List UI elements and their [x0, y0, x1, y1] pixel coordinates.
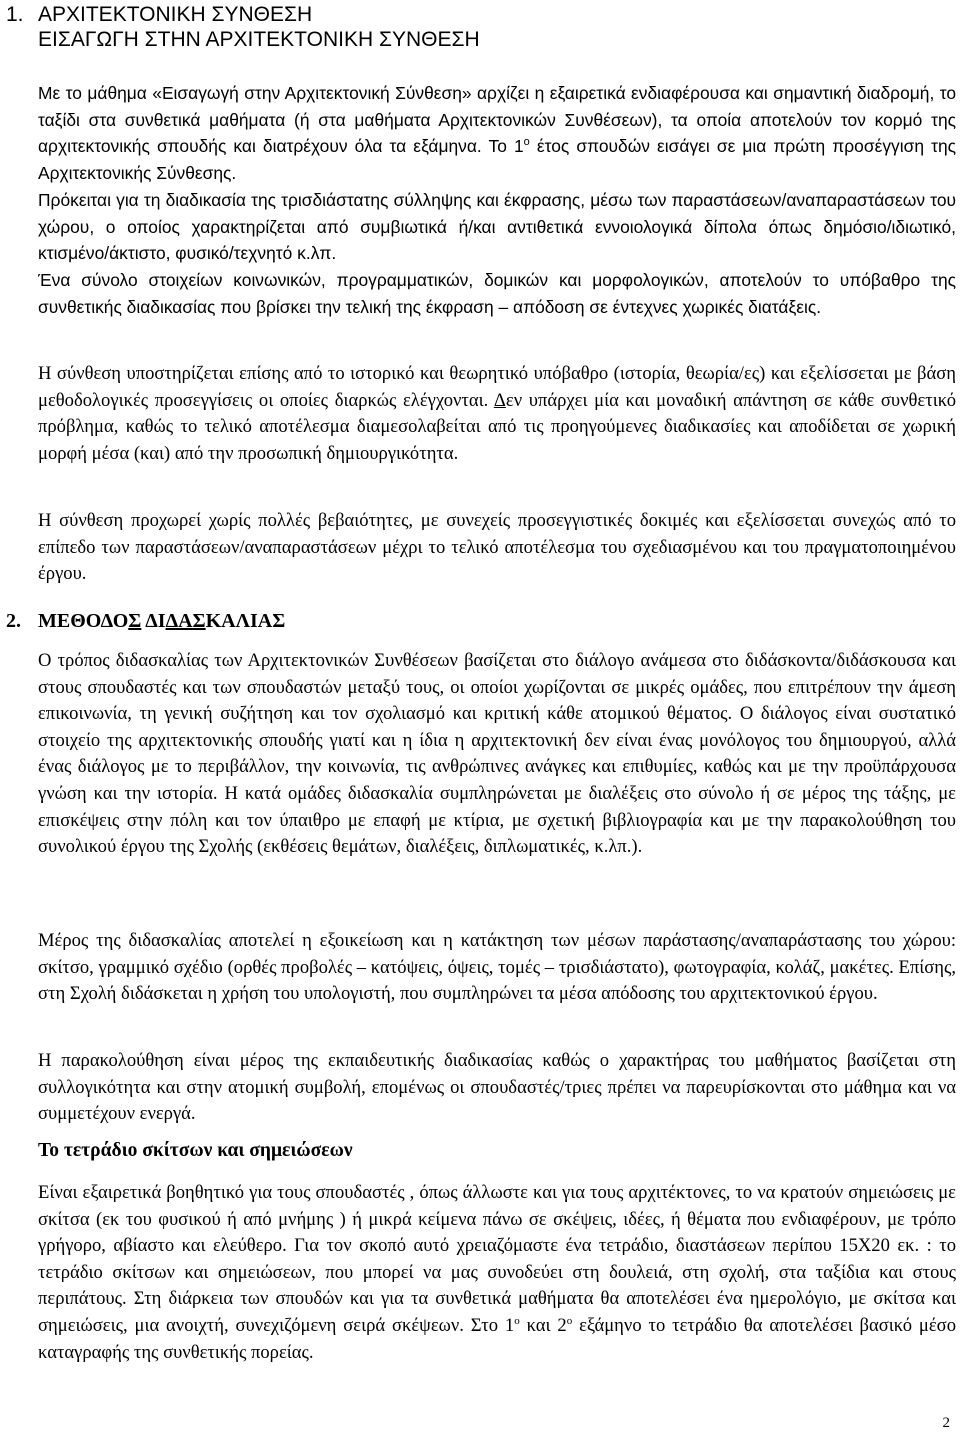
- section-1-subtitle: ΕΙΣΑΓΩΓΗ ΣΤΗΝ ΑΡΧΙΤΕΚΤΟΝΙΚΗ ΣΥΝΘΕΣΗ: [38, 28, 480, 51]
- underlined-letter: Δ: [493, 389, 506, 411]
- paragraph-text: εν υπάρχει μία και μοναδική απάντηση σε κάθε συνθετικό πρόβλημα, καθώς το τελικό αποτέλεσμα διαμεσολαβείται από τις προηγούμενες διαδικασίες και αποδίδεται σε χωρική μορφή μέσα (και) από την προσωπική δημιουργικότητα.: [38, 389, 956, 464]
- section-1-heading: [6, 2, 480, 52]
- sketchbook-heading: Το τετράδιο σκίτσων και σημειώσεων: [38, 1140, 353, 1161]
- section-2-paragraph-3: Η παρακολούθηση είναι μέρος της εκπαιδευτικής διαδικασίας καθώς ο χαρακτήρας του μαθήματος βασίζεται στη συλλογικότητα και στην ατομική συμβολή, επομένως οι σπουδαστές/τριες πρέπει να παρευρίσκονται στο μάθημα και να συμμετέχουν ενεργά.: [38, 1050, 956, 1125]
- section-1-paragraph-5: Η σύνθεση προχωρεί χωρίς πολλές βεβαιότητες, με συνεχείς προσεγγιστικές δοκιμές και εξελίσσεται συνεχώς από το επίπεδο των παραστάσεων/αναπαραστάσεων μέχρι το τελικό αποτέλεσμα του σχεδιασμένου και του πραγματοποιημένου έργου.: [38, 510, 956, 585]
- section-1-paragraph-2: Πρόκειται για τη διαδικασία της τρισδιάστατης σύλληψης και έκφρασης, μέσω των παραστάσεων/αναπαραστάσεων του χώρου, ο οποίος χαρακτηρίζεται από συμβιωτικά ή/και αντιθετικά εννοιολογικά δίπολα όπως δημόσιο/ιδιωτικό, κτισμένο/άκτιστο, φυσικό/τεχνητό κ.λπ.: [38, 190, 956, 264]
- ordinal-superscript: ο: [566, 1314, 573, 1327]
- sketchbook-paragraph: [38, 1180, 956, 1366]
- paragraph-text: Με το μάθημα «Εισαγωγή στην Αρχιτεκτονική Σύνθεση» αρχίζει η εξαιρετικά ενδιαφέρουσα και σημαντική διαδρομή, το ταξίδι στα συνθετικά μαθήματα (ή στα μαθήματα Αρχιτεκτονικών Συνθέσεων), τα οποία αποτελούν τον κορμό της αρχιτεκτονικής σπουδής και διατρέχουν όλα τα εξάμηνα. Το 1: [38, 83, 956, 157]
- section-2-heading: [6, 608, 285, 634]
- section-1-paragraph-3: Ένα σύνολο στοιχείων κοινωνικών, προγραμματικών, δομικών και μορφολογικών, αποτελούν το υπόβαθρο της συνθετικής διαδικασίας που βρίσκει την τελική της έκφραση – απόδοση σε έντεχνες χωρικές διατάξεις.: [38, 270, 956, 317]
- paragraph-text: έτος σπουδών εισάγει σε μια πρώτη προσέγγιση της Αρχιτεκτονικής Σύνθεσης.: [38, 136, 956, 183]
- section-1-number: 1.: [6, 3, 24, 26]
- section-2-paragraph-2: Μέρος της διδασκαλίας αποτελεί η εξοικείωση και η κατάκτηση των μέσων παράστασης/αναπαράστασης του χώρου: σκίτσο, γραμμικό σχέδιο (ορθές προβολές – κατόψεις, όψεις, τομές – τρισδιάστατο), φωτογραφία, κολάζ, μακέτες. Επίσης, στη Σχολή διδάσκεται η χρήση του υπολογιστή, που συμπληρώνει τα μέσα απόδοσης του αρχιτεκτονικού έργου.: [38, 930, 956, 1005]
- section-1-paragraph-1: [38, 80, 956, 186]
- paragraph-text: εξάμηνο το τετράδιο θα αποτελέσει βασικό μέσο καταγραφής της συνθετικής πορείας.: [38, 1314, 957, 1363]
- paragraph-text: και 2: [519, 1314, 567, 1336]
- section-1-title: ΑΡΧΙΤΕΚΤΟΝΙΚΗ ΣΥΝΘΕΣΗ: [38, 3, 313, 26]
- paragraph-text: Είναι εξαιρετικά βοηθητικό για τους σπουδαστές , όπως άλλωστε και για τους αρχιτέκτονες, το να κρατούν σημειώσεις με σκίτσα (εκ του φυσικού ή από μνήμης ) ή μικρά κείμενα πάνω σε σκέψεις, ιδέες, ή θέματα που ενδιαφέρουν, με τρόπο γρήγορο, αβίαστο και ελεύθερο. Για τον σκοπό αυτό χρειαζόμαστε ένα τετράδιο, διαστάσεων περίπου 15Χ20 εκ. : το τετράδιο σκίτσων και σημειώσεων, που μπορεί να μας συνοδεύει στη δουλειά, στη σχολή, στα ταξίδια και στους περιπάτους. Στη διάρκεια των σπουδών και για τα συνθετικά μαθήματα θα αποτελέσει ένα ημερολόγιο, με σκίτσα και σημειώσεις, μια ανοιχτή, συνεχιζόμενη σειρά σκέψεων. Στο 1: [38, 1182, 956, 1336]
- paragraph-text: Η σύνθεση υποστηρίζεται επίσης από το ιστορικό και θεωρητικό υπόβαθρο (ιστορία, θεωρία/ες) και εξελίσσεται με βάση μεθοδολογικές προσεγγίσεις οι οποίες διαρκώς ελέγχονται.: [38, 363, 956, 411]
- ordinal-superscript: ο: [523, 136, 530, 149]
- page-number: 2: [942, 1415, 950, 1431]
- section-1-paragraph-4: [38, 361, 956, 467]
- ordinal-superscript: ο: [514, 1314, 520, 1327]
- section-2-paragraph-1: Ο τρόπος διδασκαλίας των Αρχιτεκτονικών Συνθέσεων βασίζεται στο διάλογο ανάμεσα στο διδάσκοντα/διδάσκουσα και στους σπουδαστές και των σπουδαστών μεταξύ τους, οι οποίοι χωρίζονται σε μικρές ομάδες, που επιτρέπουν την άμεση επικοινωνία, τη γενική συζήτηση και τον σχολιασμό και κριτική κάθε ατομικού θέματος. Ο διάλογος είναι συστατικό στοιχείο της αρχιτεκτονικής σπουδής γιατί και η ίδια η αρχιτεκτονική δεν είναι ένας μονόλογος του δημιουργού, αλλά ένας διάλογος με το περιβάλλον, την κοινωνία, τις ανθρώπινες ανάγκες και επιθυμίες, καθώς και με την προϋπάρχουσα γνώση και την ιστορία. Η κατά ομάδες διδασκαλία συμπληρώνεται με διαλέξεις στο σύνολο ή σε μέρος της τάξης, με επισκέψεις στην πόλη και τον ύπαιθρο με επαφή με κτίρια, με σχετική βιβλιογραφία και με την παρακολούθηση του συνολικού έργου της Σχολής (εκθέσεις θεμάτων, διαλέξεις, διπλωματικές, κ.λπ.).: [38, 650, 956, 858]
- section-2-title: ΜΕΘΟΔΟΣ ΔΙΔΑΣΚΑΛΙΑΣ: [38, 610, 286, 632]
- section-2-number: 2.: [6, 610, 21, 632]
